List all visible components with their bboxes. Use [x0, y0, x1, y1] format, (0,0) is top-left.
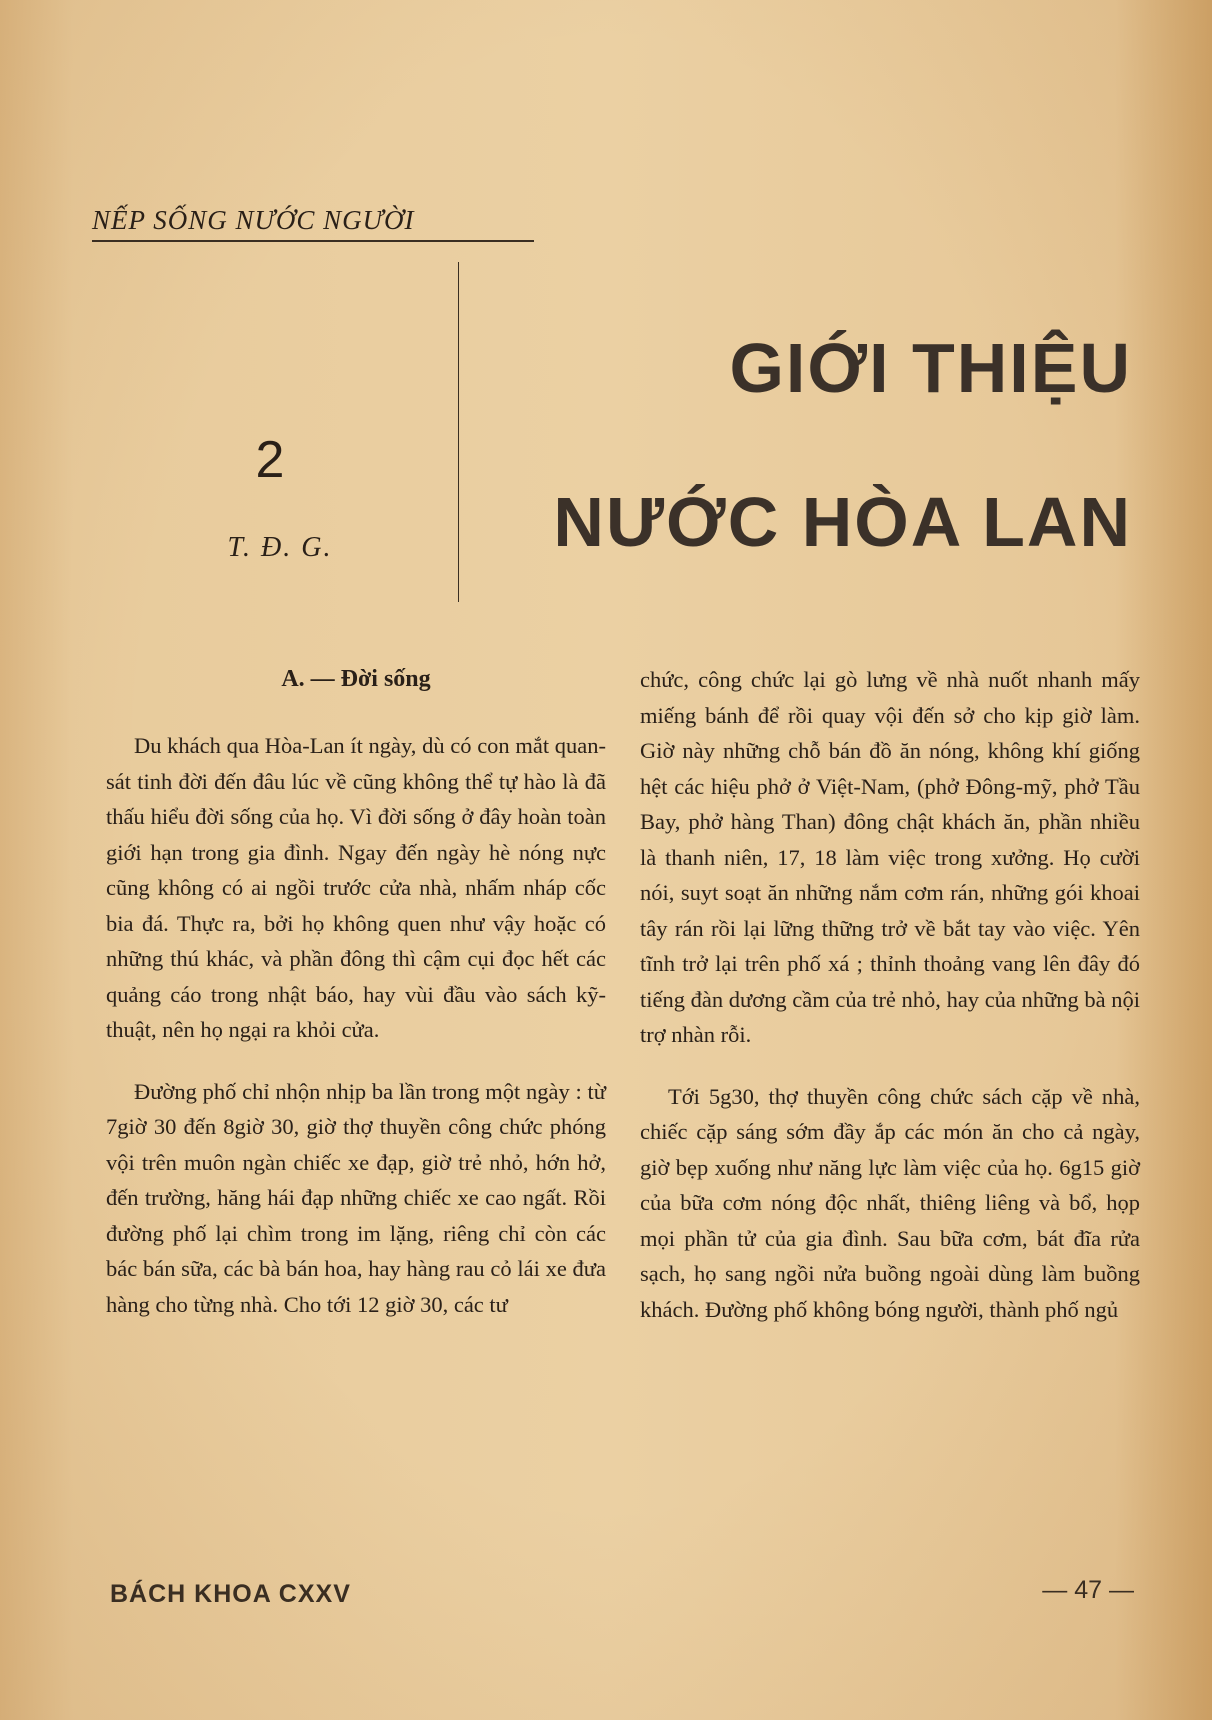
publication-footer: BÁCH KHOA CXXV	[110, 1580, 351, 1608]
article-title-line1: GIỚI THIỆU	[729, 329, 1132, 407]
section-label: NẾP SỐNG NƯỚC NGƯỜI	[92, 205, 534, 242]
page-number: — 47 —	[1042, 1576, 1134, 1604]
paragraph: Du khách qua Hòa-Lan ít ngày, dù có con mắt quan-sát tinh đời đến đâu lúc về cũng không thể tự hào là đã thấu hiểu đời sống của họ. Vì đời sống ở đây hoàn toàn giới hạn trong gia đình. Ngay đến ngày hè nóng nực cũng không có ai ngồi trước cửa nhà, nhấm nháp cốc bia đá. Thực ra, bởi họ không quen như vậy hoặc có những thú khác, và phần đông thì cậm cụi đọc hết các quảng cáo trong nhật báo, hay vùi đầu vào sách kỹ-thuật, nên họ ngại ra khỏi cửa.	[106, 733, 606, 1042]
issue-number: 2	[255, 431, 285, 489]
paragraph: Tới 5g30, thợ thuyền công chức sách cặp về nhà, chiếc cặp sáng sớm đầy ắp các món ăn cho cả ngày, giờ bẹp xuống như năng lực làm việc của họ. 6g15 giờ của bữa cơm nóng độc nhất, thiêng liêng và bổ, họp mọi phần tử của gia đình. Sau bữa cơm, bát đĩa rửa sạch, họ sang ngồi nửa buồng ngoài dùng làm buồng khách. Đường phố không bóng người, thành phố ngủ	[640, 1083, 1140, 1322]
paragraph: chức, công chức lại gò lưng về nhà nuốt nhanh mấy miếng bánh để rồi quay vội đến sở cho kịp giờ làm. Giờ này những chỗ bán đồ ăn nóng, không khí giống hệt các hiệu phở ở Việt-Nam, (phở Đông-mỹ, phở Tầu Bay, phở hàng Than) đông chật khách ăn, phần nhiều là thanh niên, 17, 18 làm việc trong xưởng. Họ cười nói, suyt soạt ăn những nắm cơm rán, những gói khoai tây rán rồi lại lững thững trở về bắt tay vào việc. Yên tĩnh trở lại trên phố xá ; thỉnh thoảng vang lên đây đó tiếng đàn dương cầm của trẻ nhỏ, hay của những bà nội trợ nhàn rỗi.	[640, 667, 1140, 1047]
article-title-line2: NƯỚC HÒA LAN	[553, 483, 1132, 561]
author-initials: T. Đ. G.	[227, 532, 333, 563]
vertical-divider	[458, 262, 459, 602]
text-column-left	[106, 728, 606, 1322]
paragraph: Đường phố chỉ nhộn nhịp ba lần trong một ngày : từ 7giờ 30 đến 8giờ 30, giờ thợ thuyền công chức phóng vội trên muôn ngàn chiếc xe đạp, giờ trẻ nhỏ, hớn hở, đến trường, hăng hái đạp những chiếc xe cao ngất. Rồi đường phố lại chìm trong im lặng, riêng chỉ còn các bác bán sữa, các bà bán hoa, hay hàng rau cỏ lái xe đưa hàng cho từng nhà. Cho tới 12 giờ 30, các tư	[106, 1078, 606, 1317]
section-subheading: A. — Đời sống	[281, 666, 431, 692]
text-column-right	[640, 662, 1140, 1327]
